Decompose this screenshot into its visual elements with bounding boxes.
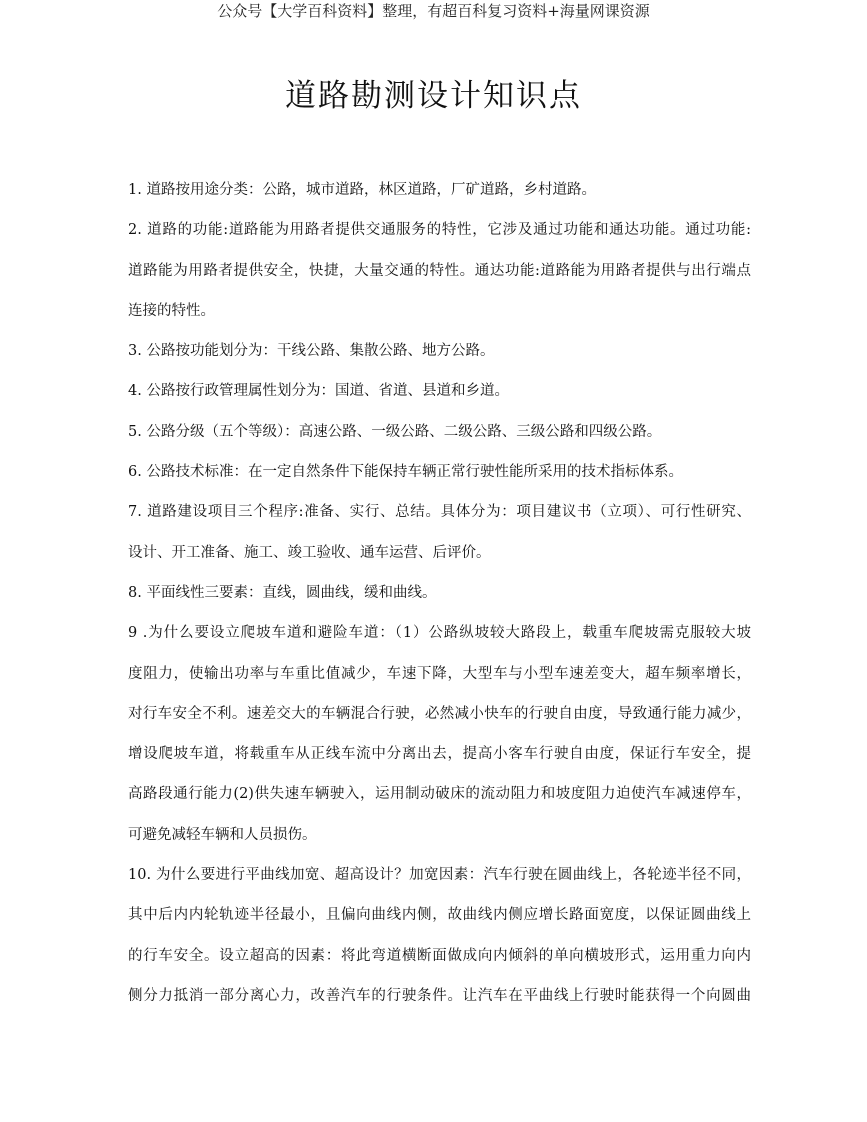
text-line: 度阻力，使输出功率与车重比值减少，车速下降，大型车与小型车速差变大，超车频率增长，: [128, 665, 751, 682]
text-line: 设计、开工准备、施工、竣工验收、通车运营、后评价。: [128, 544, 491, 561]
paragraph-7: [128, 498, 751, 579]
text-line: 侧分力抵消一部分离心力，改善汽车的行驶条件。让汽车在平曲线上行驶时能获得一个向圆曲: [128, 987, 751, 1004]
text-line: 可避免减轻车辆和人员损伤。: [128, 826, 317, 843]
text-line: 6. 公路技术标准：在一定自然条件下能保持车辆正常行驶性能所采用的技术指标体系。: [128, 464, 683, 481]
document-title: 道路勘测设计知识点: [285, 78, 582, 114]
text-line: 7. 道路建设项目三个程序:准备、实行、总结。具体分为：项目建议书（立项）、可行性研究、: [128, 504, 751, 521]
paragraph-6: [128, 458, 751, 498]
paragraph-9: [128, 619, 751, 861]
text-line: 5. 公路分级（五个等级）：高速公路、一级公路、二级公路、三级公路和四级公路。: [128, 423, 662, 440]
text-line: 1. 道路按用途分类：公路，城市道路，林区道路，厂矿道路，乡村道路。: [128, 182, 596, 198]
paragraph-1: [128, 176, 751, 216]
text-line: 4. 公路按行政管理属性划分为：国道、省道、县道和乡道。: [128, 383, 509, 400]
paragraph-2: [128, 216, 751, 337]
text-line: 8. 平面线性三要素：直线，圆曲线，缓和曲线。: [128, 584, 437, 601]
page-header: 公众号【大学百科资料】整理，有超百科复习资料+海量网课资源: [217, 2, 650, 20]
text-line: 9 .为什么要设立爬坡车道和避险车道：（1）公路纵坡较大路段上，载重车爬坡需克服较大坡: [128, 625, 751, 642]
document-body: [128, 176, 751, 1022]
text-line: 对行车安全不利。速差交大的车辆混合行驶，必然减小快车的行驶自由度，导致通行能力减少，: [128, 705, 751, 722]
text-line: 的行车安全。设立超高的因素：将此弯道横断面做成向内倾斜的单向横坡形式，运用重力向内: [128, 947, 751, 964]
text-line: 高路段通行能力(2)供失速车辆驶入，运用制动破床的流动阻力和坡度阻力迫使汽车减速停车，: [128, 786, 751, 803]
paragraph-5: [128, 418, 751, 458]
text-line: 3. 公路按功能划分为：干线公路、集散公路、地方公路。: [128, 343, 495, 360]
paragraph-10: [128, 861, 751, 1022]
paragraph-4: [128, 377, 751, 417]
text-line: 2. 道路的功能:道路能为用路者提供交通服务的特性，它涉及通过功能和通达功能。通过功能:: [128, 222, 751, 239]
text-line: 其中后内内轮轨迹半径最小，且偏向曲线内侧，故曲线内侧应增长路面宽度，以保证圆曲线上: [128, 907, 751, 924]
text-line: 道路能为用路者提供安全，快捷，大量交通的特性。通达功能:道路能为用路者提供与出行端点: [128, 262, 751, 279]
paragraph-3: [128, 337, 751, 377]
text-line: 连接的特性。: [128, 302, 215, 319]
text-line: 增设爬坡车道，将载重车从正线车流中分离出去，提高小客车行驶自由度，保证行车安全，提: [128, 746, 751, 763]
paragraph-8: [128, 579, 751, 619]
text-line: 10. 为什么要进行平曲线加宽、超高设计？加宽因素：汽车行驶在圆曲线上，各轮迹半径不同，: [128, 867, 751, 884]
